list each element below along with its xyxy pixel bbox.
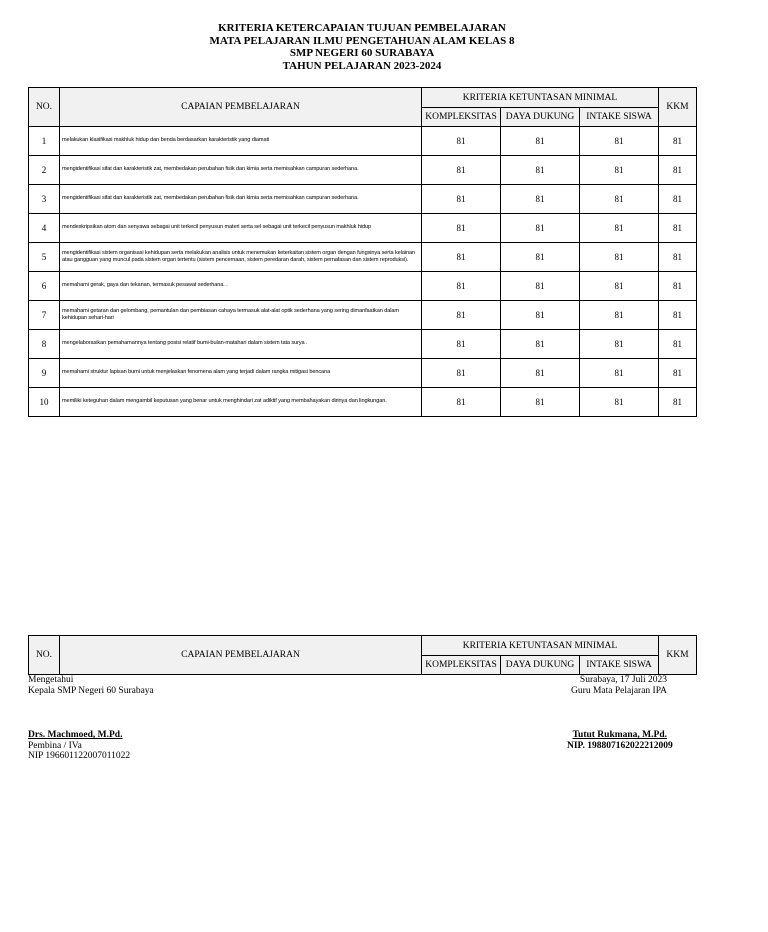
row-intake: 81 <box>580 359 659 388</box>
row-intake: 81 <box>580 243 659 272</box>
table-row <box>29 127 697 156</box>
teacher-name: Tutut Rukmana, M.Pd. <box>572 730 667 740</box>
row-kkm: 81 <box>659 243 697 272</box>
row-intake: 81 <box>580 214 659 243</box>
table-row <box>29 330 697 359</box>
row-intake: 81 <box>580 330 659 359</box>
row-daya-dukung: 81 <box>501 301 580 330</box>
row-desc: memahami getaran dan gelombang, pemantulan dan pembiasan cahaya termasuk alat-alat optik sederhana yang sering dimanfaatkan dalam kehidupan sehari-hari <box>60 301 422 330</box>
row-kompleksitas: 81 <box>422 272 501 301</box>
principal-nip: NIP 196601122007011022 <box>28 751 131 761</box>
acknowledged-label: Mengetahui <box>28 675 74 685</box>
row-daya-dukung: 81 <box>501 359 580 388</box>
row-kompleksitas: 81 <box>422 243 501 272</box>
row-no: 6 <box>29 272 60 301</box>
row-kompleksitas: 81 <box>422 127 501 156</box>
title-line-1: KRITERIA KETERCAPAIAN TUJUAN PEMBELAJARAN <box>218 22 506 34</box>
header-daya-dukung: DAYA DUKUNG <box>501 656 580 675</box>
header-kkm: KKM <box>659 636 697 675</box>
row-kompleksitas: 81 <box>422 388 501 417</box>
header-intake: INTAKE SISWA <box>580 108 659 127</box>
table-row <box>29 156 697 185</box>
header-no: NO. <box>29 636 60 675</box>
row-desc: memiliki keteguhan dalam mengambil keputusan yang benar untuk menghindari zat adiktif yang membahayakan dirinya dan lingkungan. <box>60 388 422 417</box>
title-line-4: TAHUN PELAJARAN 2023-2024 <box>282 59 442 72</box>
row-no: 3 <box>29 185 60 214</box>
row-kkm: 81 <box>659 127 697 156</box>
principal-title: Kepala SMP Negeri 60 Surabaya <box>28 685 154 696</box>
teacher-title: Guru Mata Pelajaran IPA <box>571 685 667 696</box>
row-kompleksitas: 81 <box>422 330 501 359</box>
row-intake: 81 <box>580 185 659 214</box>
header-kkm: KKM <box>659 88 697 127</box>
row-desc: mengidentifikasi sistem organisasi kehidupan serta melakukan analisis untuk menemukan keterkaitan sistem organ dengan fungsinya serta kelainan atau gangguan yang muncul pada sistem organ tertentu (sistem pencernaan, sistem peredaran darah, sistem pernafasan dan sistem reproduksi). <box>60 243 422 272</box>
table-row <box>29 301 697 330</box>
row-intake: 81 <box>580 301 659 330</box>
table-row <box>29 272 697 301</box>
header-no: NO. <box>29 88 60 127</box>
header-kompleksitas: KOMPLEKSITAS <box>422 108 501 127</box>
table-row <box>29 243 697 272</box>
table-row <box>29 185 697 214</box>
row-desc: mengidentifikasi sifat dan karakteristik zat, membedakan perubahan fisik dan kimia serta memisahkan campuran sederhana. <box>60 156 422 185</box>
row-kkm: 81 <box>659 156 697 185</box>
row-daya-dukung: 81 <box>501 127 580 156</box>
header-capaian: CAPAIAN PEMBELAJARAN <box>60 88 422 127</box>
row-no: 4 <box>29 214 60 243</box>
table-row <box>29 388 697 417</box>
row-kompleksitas: 81 <box>422 359 501 388</box>
row-kkm: 81 <box>659 359 697 388</box>
place-date: Surabaya, 17 Juli 2023 <box>579 675 667 685</box>
row-kkm: 81 <box>659 301 697 330</box>
row-daya-dukung: 81 <box>501 156 580 185</box>
table-row <box>29 359 697 388</box>
row-kompleksitas: 81 <box>422 214 501 243</box>
row-kompleksitas: 81 <box>422 301 501 330</box>
row-kkm: 81 <box>659 388 697 417</box>
title-line-2: MATA PELAJARAN ILMU PENGETAHUAN ALAM KELAS 8 <box>209 34 515 47</box>
row-desc: memahami gerak, gaya dan tekanan, termasuk pesawat sederhana. . <box>60 272 422 301</box>
row-no: 9 <box>29 359 60 388</box>
document-title <box>0 22 724 72</box>
header-capaian: CAPAIAN PEMBELAJARAN <box>60 636 422 675</box>
teacher-signature-block <box>567 675 673 751</box>
row-kompleksitas: 81 <box>422 185 501 214</box>
row-desc: memahami struktur lapisan bumi untuk menjelaskan fenomena alam yang terjadi dalam rangka mitigasi bencana <box>60 359 422 388</box>
row-intake: 81 <box>580 272 659 301</box>
row-desc: mendeskripsikan atom dan senyawa sebagai unit terkecil penyusun materi serta sel sebagai unit terkecil penyusun makhluk hidup <box>60 214 422 243</box>
row-intake: 81 <box>580 388 659 417</box>
row-no: 10 <box>29 388 60 417</box>
principal-rank: Pembina / IVa <box>28 740 82 751</box>
row-daya-dukung: 81 <box>501 272 580 301</box>
principal-signature-block <box>28 675 154 762</box>
row-daya-dukung: 81 <box>501 214 580 243</box>
table-row <box>29 214 697 243</box>
header-kompleksitas: KOMPLEKSITAS <box>422 656 501 675</box>
title-line-3: SMP NEGERI 60 SURABAYA <box>289 47 435 59</box>
row-daya-dukung: 81 <box>501 185 580 214</box>
row-daya-dukung: 81 <box>501 330 580 359</box>
row-no: 5 <box>29 243 60 272</box>
header-kriteria: KRITERIA KETUNTASAN MINIMAL <box>422 88 659 108</box>
row-kkm: 81 <box>659 214 697 243</box>
kkm-table <box>28 87 697 417</box>
teacher-nip: NIP. 198807162022212009 <box>567 740 673 751</box>
row-intake: 81 <box>580 156 659 185</box>
row-daya-dukung: 81 <box>501 388 580 417</box>
principal-name: Drs. Machmoed, M.Pd. <box>28 730 123 740</box>
header-kriteria: KRITERIA KETUNTASAN MINIMAL <box>422 636 659 656</box>
row-intake: 81 <box>580 127 659 156</box>
row-kompleksitas: 81 <box>422 156 501 185</box>
row-no: 7 <box>29 301 60 330</box>
row-desc: mengidentifikasi sifat dan karakteristik zat, membedakan perubahan fisik dan kimia serta memisahkan campuran sederhana. <box>60 185 422 214</box>
header-intake: INTAKE SISWA <box>580 656 659 675</box>
header-daya-dukung: DAYA DUKUNG <box>501 108 580 127</box>
row-desc: mengelaborasikan pemahamannya tentang posisi relatif bumi-bulan-matahari dalam sistem tata surya . <box>60 330 422 359</box>
row-kkm: 81 <box>659 330 697 359</box>
row-no: 2 <box>29 156 60 185</box>
row-no: 8 <box>29 330 60 359</box>
row-kkm: 81 <box>659 272 697 301</box>
repeated-table-header <box>28 635 697 675</box>
row-kkm: 81 <box>659 185 697 214</box>
row-daya-dukung: 81 <box>501 243 580 272</box>
row-desc: melakukan klasifikasi makhluk hidup dan benda berdasarkan karakteristik yang diamati <box>60 127 422 156</box>
row-no: 1 <box>29 127 60 156</box>
